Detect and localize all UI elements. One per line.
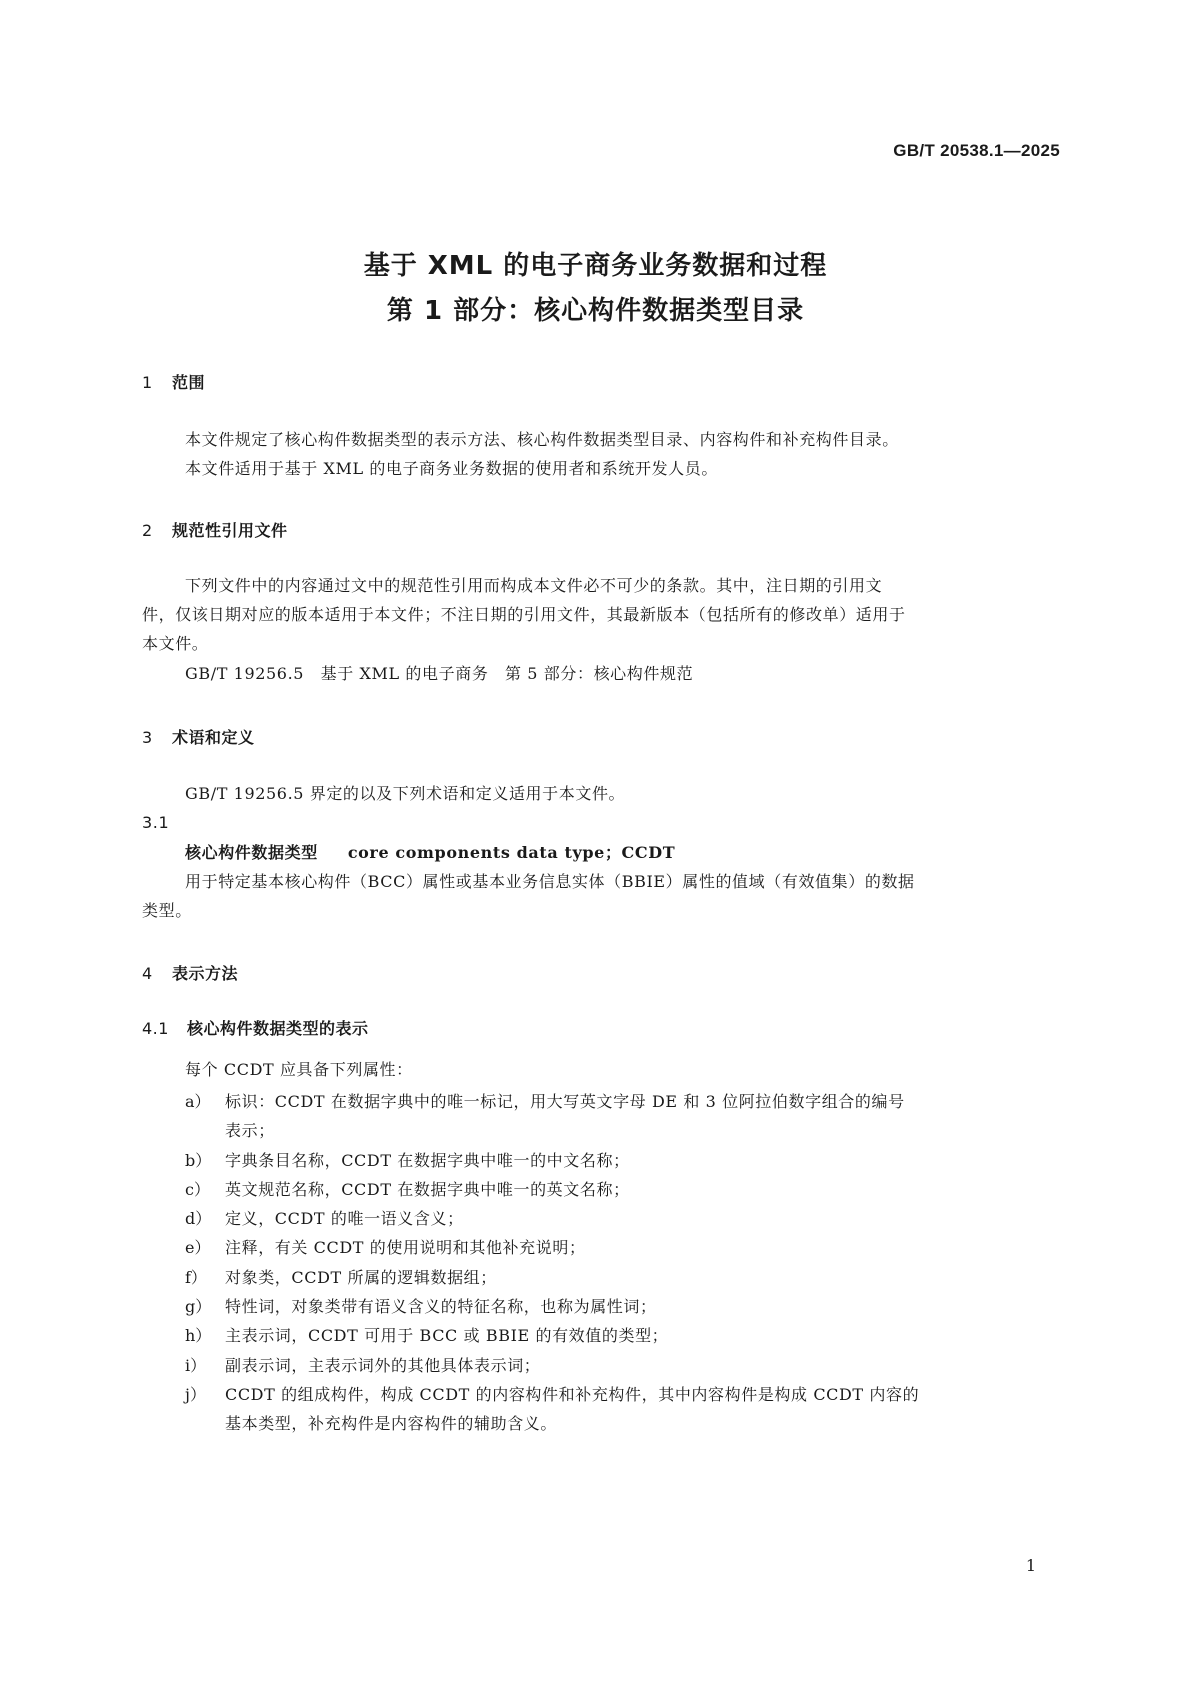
- term-entry: [185, 843, 675, 863]
- list-item: 标识：CCDT 在数据字典中的唯一标记，用大写英文字母 DE 和 3 位阿拉伯数字组合的编号: [225, 1092, 905, 1111]
- list-item-label: g）: [185, 1297, 212, 1316]
- section-4-heading: [142, 961, 238, 984]
- list-item-continuation: 基本类型，补充构件是内容构件的辅助含义。: [225, 1414, 558, 1433]
- list-item-label: i）: [185, 1356, 207, 1375]
- section-title: 表示方法: [172, 964, 239, 983]
- term-definition-line: 用于特定基本核心构件（BCC）属性或基本业务信息实体（BBIE）属性的值域（有效值集）的数据: [185, 872, 915, 891]
- section-number: 2: [142, 521, 153, 540]
- list-item: CCDT 的组成构件，构成 CCDT 的内容构件和补充构件，其中内容构件是构成 CCDT 内容的: [225, 1385, 920, 1404]
- list-item-label: j）: [185, 1385, 206, 1404]
- section-2-heading: [142, 518, 288, 541]
- paragraph-line: 本文件。: [142, 634, 209, 653]
- list-item: 特性词，对象类带有语义含义的特征名称，也称为属性词；: [225, 1297, 657, 1316]
- paragraph: 本文件规定了核心构件数据类型的表示方法、核心构件数据类型目录、内容构件和补充构件目录。: [185, 430, 899, 449]
- list-item-label: d）: [185, 1209, 212, 1228]
- list-item-label: h）: [185, 1326, 212, 1345]
- section-1-heading: [142, 370, 205, 393]
- section-title: 规范性引用文件: [172, 521, 288, 540]
- list-item-label: b）: [185, 1151, 212, 1170]
- normative-reference: GB/T 19256.5 基于 XML 的电子商务 第 5 部分：核心构件规范: [185, 664, 694, 683]
- list-item-label: a）: [185, 1092, 211, 1111]
- standard-code: GB/T 20538.1—2025: [893, 141, 1060, 160]
- paragraph-line: 件，仅该日期对应的版本适用于本文件；不注日期的引用文件，其最新版本（包括所有的修改单）适用于: [142, 605, 906, 624]
- term-definition-line: 类型。: [142, 901, 192, 920]
- document-title-line1: 基于 XML 的电子商务业务数据和过程: [363, 251, 828, 281]
- document-title-line2: 第 1 部分：核心构件数据类型目录: [386, 296, 805, 326]
- paragraph-line: 下列文件中的内容通过文中的规范性引用而构成本文件必不可少的条款。其中，注日期的引用文: [185, 576, 883, 595]
- subsection-title: 核心构件数据类型的表示: [187, 1019, 369, 1038]
- subsection-4-1-heading: [142, 1016, 369, 1039]
- section-3-heading: [142, 725, 255, 748]
- list-item: 主表示词，CCDT 可用于 BCC 或 BBIE 的有效值的类型；: [225, 1326, 669, 1345]
- list-item: 注释，有关 CCDT 的使用说明和其他补充说明；: [225, 1238, 586, 1257]
- list-item: 英文规范名称，CCDT 在数据字典中唯一的英文名称；: [225, 1180, 630, 1199]
- page-number: 1: [1025, 1556, 1036, 1575]
- section-number: 3: [142, 728, 153, 747]
- list-item: 字典条目名称，CCDT 在数据字典中唯一的中文名称；: [225, 1151, 630, 1170]
- section-number: 1: [142, 373, 153, 392]
- list-item: 副表示词，主表示词外的其他具体表示词；: [225, 1356, 541, 1375]
- section-number: 4: [142, 964, 153, 983]
- subsection-number: 4.1: [142, 1019, 169, 1038]
- term-english: core components data type；CCDT: [347, 843, 676, 862]
- term-chinese: 核心构件数据类型: [185, 843, 318, 862]
- list-item: 对象类，CCDT 所属的逻辑数据组；: [225, 1268, 497, 1287]
- list-item-label: c）: [185, 1180, 210, 1199]
- list-item: 定义，CCDT 的唯一语义含义；: [225, 1209, 464, 1228]
- section-title: 术语和定义: [172, 728, 255, 747]
- term-number: 3.1: [142, 813, 170, 832]
- list-item-label: e）: [185, 1238, 211, 1257]
- paragraph: 每个 CCDT 应具备下列属性：: [185, 1060, 413, 1079]
- list-item-continuation: 表示；: [225, 1121, 275, 1140]
- section-title: 范围: [172, 373, 206, 392]
- paragraph: GB/T 19256.5 界定的以及下列术语和定义适用于本文件。: [185, 784, 626, 803]
- list-item-label: f）: [185, 1268, 207, 1287]
- paragraph: 本文件适用于基于 XML 的电子商务业务数据的使用者和系统开发人员。: [185, 459, 718, 478]
